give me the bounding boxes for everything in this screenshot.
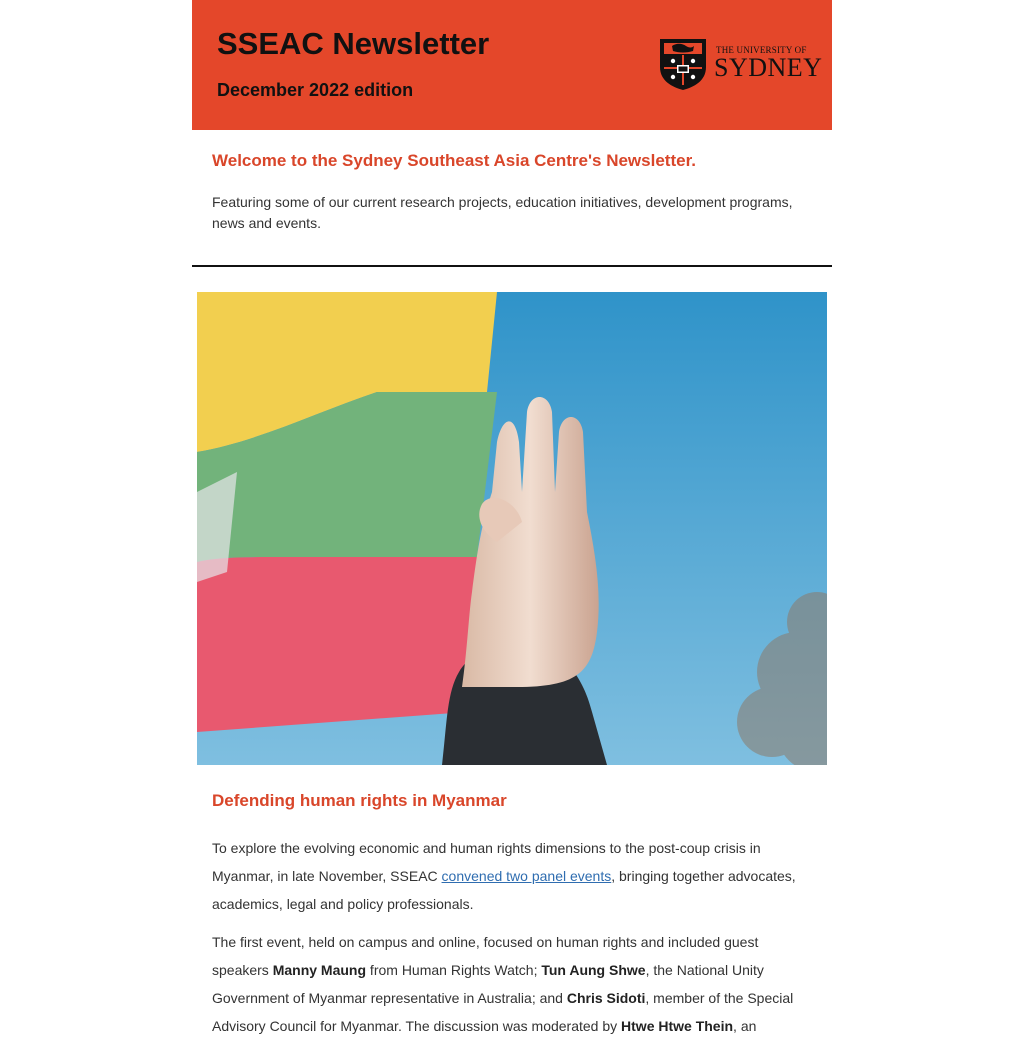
hero-image[interactable] [197, 292, 827, 765]
paragraph-text: , bringing together advocates, academics, legal and policy professionals. [212, 868, 796, 912]
newsletter [192, 0, 832, 1034]
university-logo[interactable] [658, 37, 823, 91]
section-divider [192, 265, 832, 267]
paragraph-text: To explore the evolving economic and human rights dimensions to the post-coup crisis in Myanmar, in late November, SSEAC [212, 840, 761, 884]
paragraph-text: from Human Rights Watch; [366, 962, 542, 978]
newsletter-title: SSEAC Newsletter [217, 26, 490, 61]
speaker-name: Manny Maung [272, 962, 367, 978]
paragraph-text: , the National Unity Government of Myanmar representative in Australia; and [212, 962, 764, 1006]
paragraph-text: The first event, held on campus and online, focused on human rights and included guest speakers [212, 934, 759, 978]
hand-flag-illustration [197, 292, 827, 765]
article-title: Defending human rights in Myanmar [212, 791, 507, 810]
welcome-text: Featuring some of our current research projects, education initiatives, development programs, news and events. [212, 194, 793, 231]
speaker-name: Htwe Htwe Thein [621, 1018, 734, 1034]
newsletter-header [192, 0, 832, 130]
panel-events-link[interactable]: convened two panel events [441, 868, 612, 884]
logo-big-text: SYDNEY [714, 53, 823, 82]
paragraph-text: , an [733, 1018, 757, 1034]
logo-small-text: THE UNIVERSITY OF [716, 45, 807, 55]
article-paragraph-2 [212, 928, 818, 1040]
paragraph-text: , member of the Special Advisory Council for Myanmar. The discussion was moderated by [212, 990, 794, 1034]
crest-icon [658, 37, 708, 91]
edition-label: December 2022 edition [217, 80, 414, 100]
speaker-name: Tun Aung Shwe [541, 962, 646, 978]
article-paragraph-1 [212, 834, 818, 918]
speaker-name: Chris Sidoti [566, 990, 646, 1006]
welcome-heading: Welcome to the Sydney Southeast Asia Centre's Newsletter. [212, 151, 696, 170]
